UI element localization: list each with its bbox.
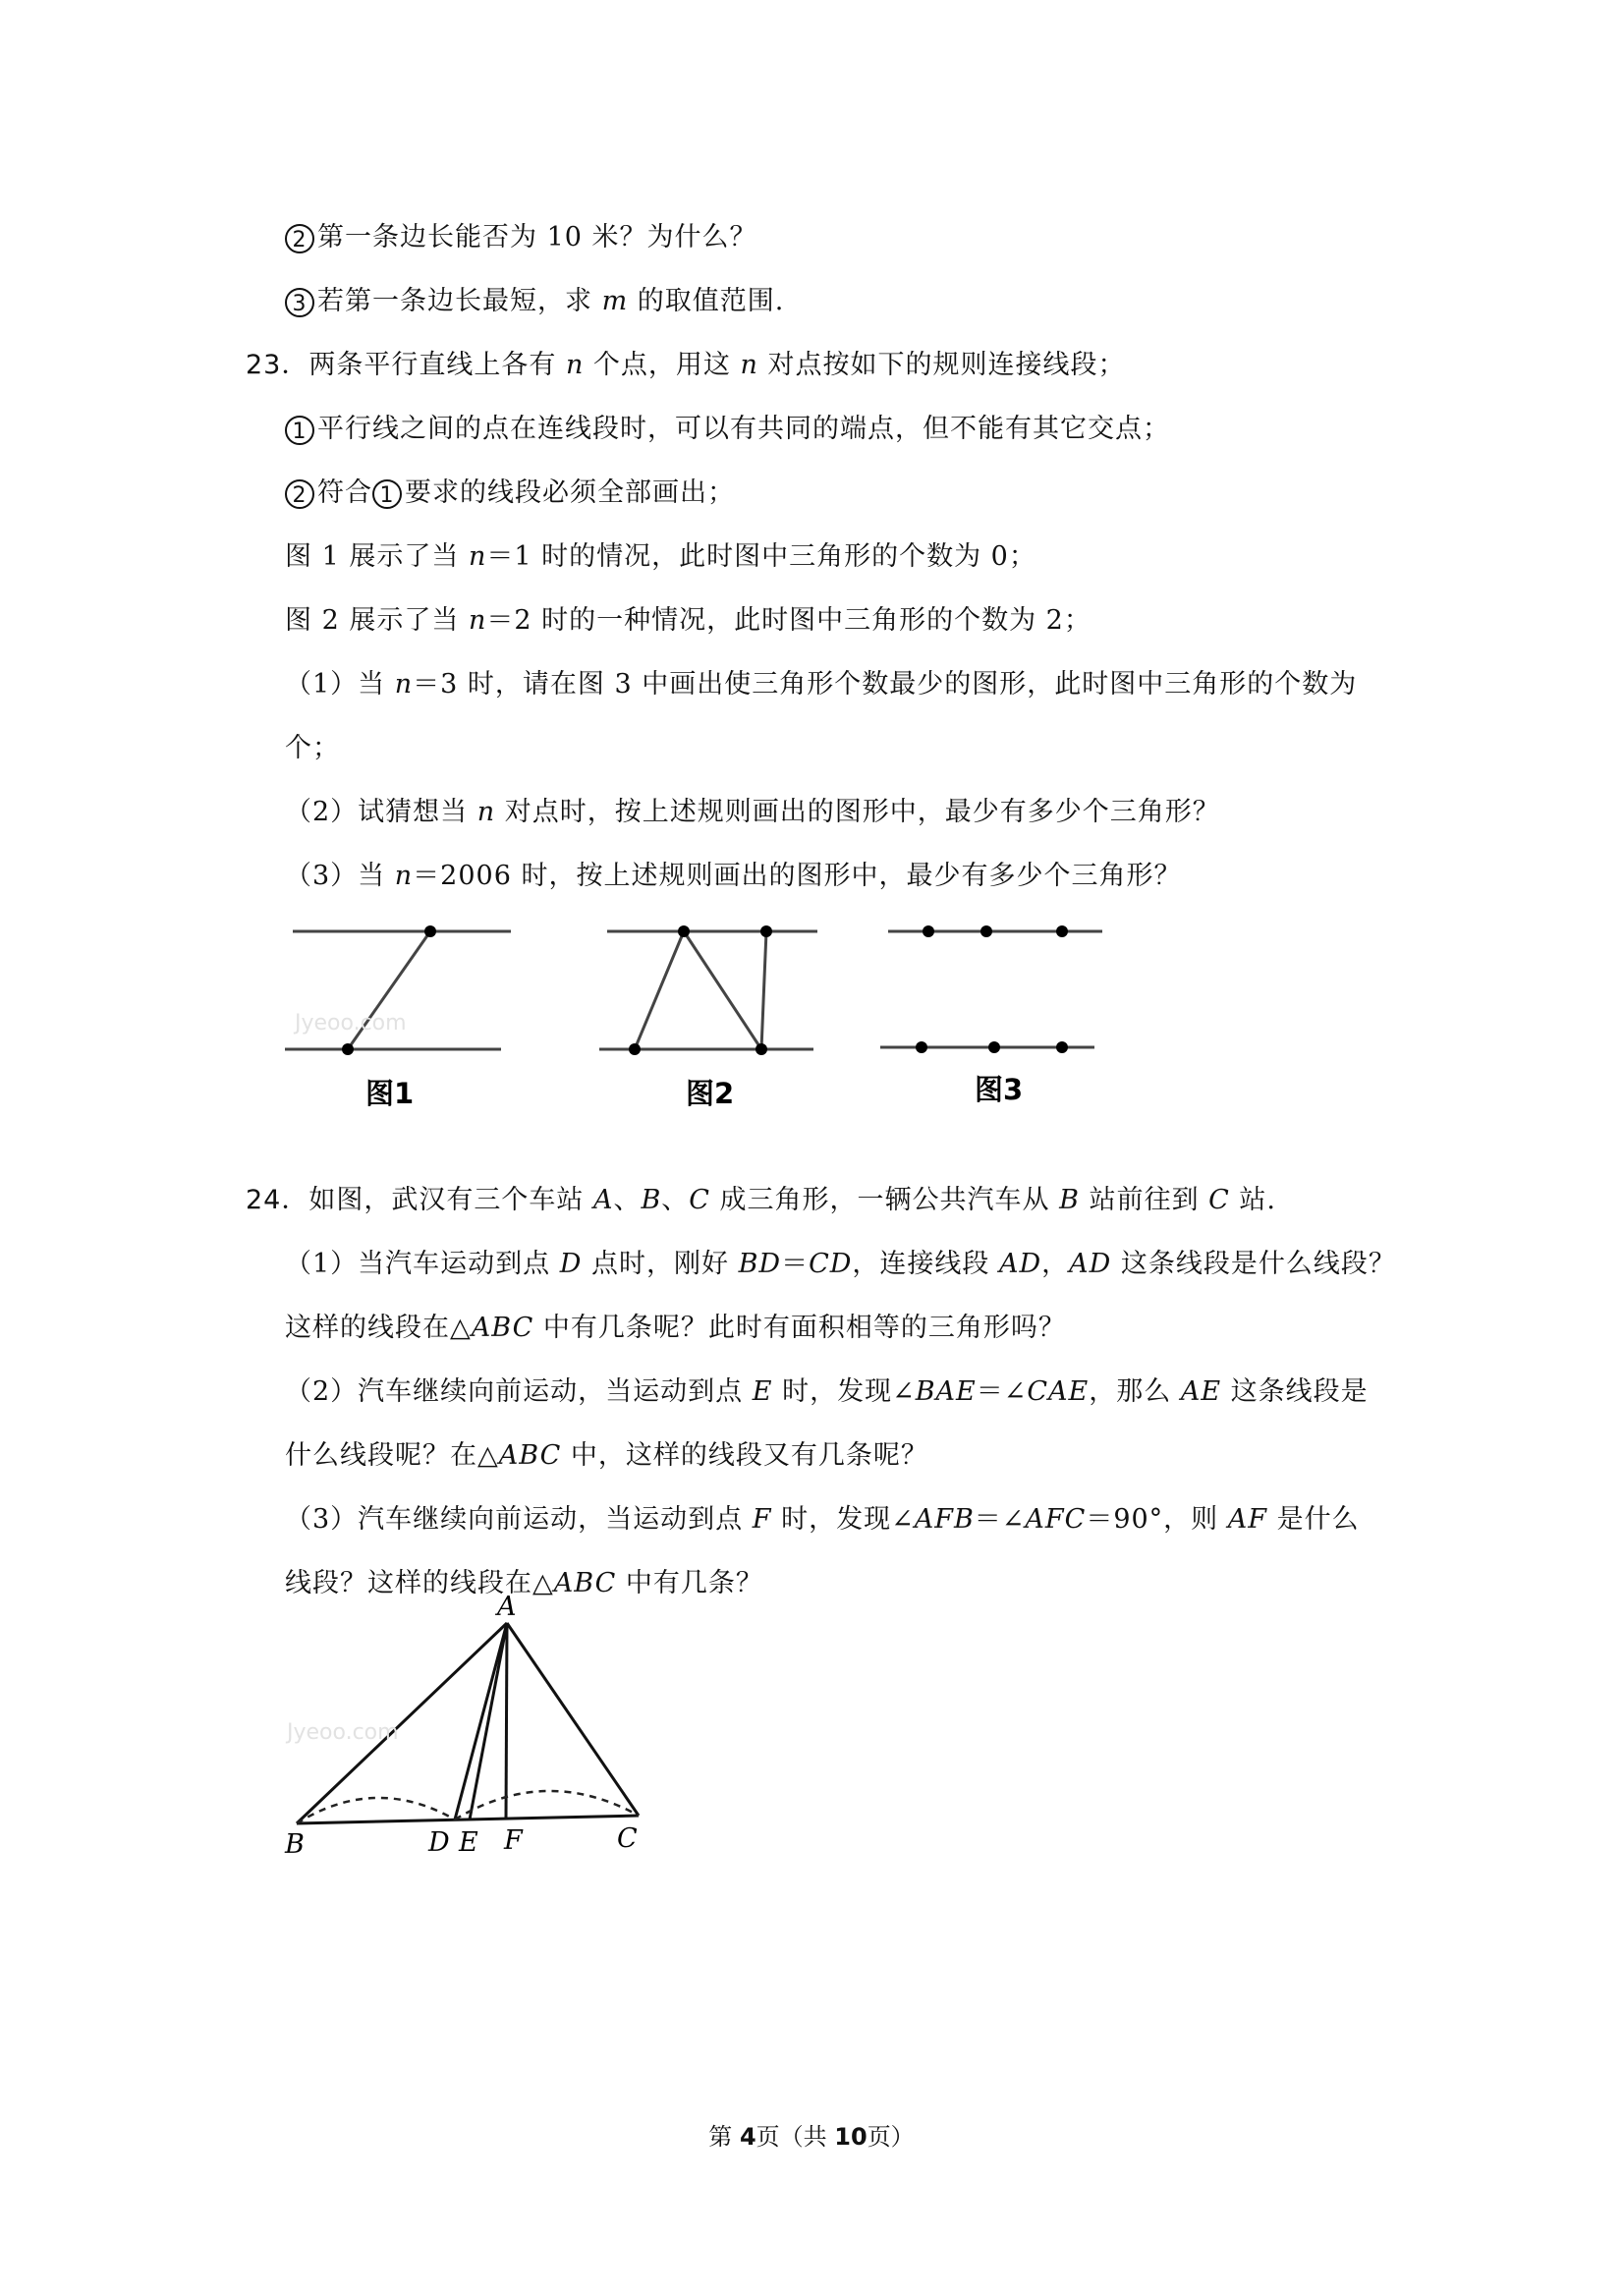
- page-footer: 第 4页（共 10页）: [708, 2123, 915, 2151]
- point: [760, 925, 772, 937]
- vertex-label-B: B: [285, 1829, 305, 1860]
- current-page: 4: [739, 2123, 756, 2151]
- point: [916, 1041, 927, 1053]
- q23-figure-3: [874, 904, 1130, 1120]
- q23-figure-2: [589, 904, 845, 1120]
- point: [342, 1043, 354, 1055]
- circled-number: 1: [372, 479, 402, 509]
- q23-fig1-desc: 图 1 展示了当 n＝1 时的情况，此时图中三角形的个数为 0；: [285, 541, 1036, 572]
- figure-caption: 图3: [975, 1073, 1024, 1106]
- watermark: Jyeoo.com: [287, 1720, 399, 1745]
- q24-part1-line2: 这样的线段在△ABC 中有几条呢？此时有面积相等的三角形吗？: [285, 1313, 1066, 1343]
- side-AC: [507, 1623, 639, 1816]
- point: [424, 925, 436, 937]
- connecting-segment: [761, 931, 766, 1049]
- point: [1056, 1041, 1068, 1053]
- point: [629, 1043, 641, 1055]
- connecting-segment: [635, 931, 684, 1049]
- vertex-label-A: A: [497, 1592, 517, 1622]
- watermark: Jyeoo.com: [295, 1011, 407, 1036]
- figure-caption: 图1: [365, 1077, 415, 1110]
- connecting-segment: [684, 931, 761, 1049]
- point: [1056, 925, 1068, 937]
- circled-number: 2: [285, 479, 314, 509]
- q23-part3: （3）当 n＝2006 时，按上述规则画出的图形中，最少有多少个三角形？: [285, 861, 1182, 891]
- q23-part2: （2）试猜想当 n 对点时，按上述规则画出的图形中，最少有多少个三角形？: [285, 797, 1220, 827]
- q23-figure-1: [275, 904, 531, 1120]
- q23-stem: 23．两条平行直线上各有 n 个点，用这 n 对点按如下的规则连接线段；: [246, 350, 1126, 380]
- segment-AD: [455, 1623, 507, 1820]
- q24-part2-line2: 什么线段呢？在△ABC 中，这样的线段又有几条呢？: [285, 1440, 928, 1471]
- point: [678, 925, 690, 937]
- circled-number: 3: [285, 288, 314, 317]
- point: [980, 925, 992, 937]
- circled-number: 1: [285, 416, 314, 445]
- circled-number: 2: [285, 224, 314, 253]
- q23-part1-cont: 个；: [285, 733, 340, 763]
- q24-part2-line1: （2）汽车继续向前运动，当运动到点 E 时，发现∠BAE＝∠CAE，那么 AE 这条线段是: [285, 1376, 1369, 1407]
- point-label-F: F: [504, 1825, 523, 1856]
- figure-caption: 图2: [686, 1077, 735, 1110]
- q23-part1: （1）当 n＝3 时，请在图 3 中画出使三角形个数最少的图形，此时图中三角形的个数为: [285, 669, 1358, 700]
- question-number: 24．: [246, 1185, 309, 1215]
- question-number: 23．: [246, 350, 309, 380]
- point: [988, 1041, 1000, 1053]
- q24-part3-line1: （3）汽车继续向前运动，当运动到点 F 时，发现∠AFB＝∠AFC＝90°，则 AF 是什么: [285, 1504, 1360, 1535]
- segment-AF: [506, 1623, 507, 1819]
- point-label-E: E: [459, 1827, 478, 1858]
- total-pages: 10: [834, 2123, 867, 2151]
- vertex-label-C: C: [617, 1823, 638, 1854]
- q24-part1-line1: （1）当汽车运动到点 D 点时，刚好 BD＝CD，连接线段 AD，AD 这条线段是什么线段？: [285, 1249, 1396, 1279]
- q23-fig2-desc: 图 2 展示了当 n＝2 时的一种情况，此时图中三角形的个数为 2；: [285, 605, 1091, 636]
- q23-rule1: 1 平行线之间的点在连线段时，可以有共同的端点，但不能有其它交点；: [285, 407, 1170, 445]
- point-label-D: D: [428, 1827, 450, 1858]
- side-BC: [297, 1816, 639, 1823]
- q24-triangle-figure: [275, 1582, 668, 1876]
- q22-item2: 2 第一条边长能否为 10 米？为什么？: [285, 215, 757, 253]
- q24-stem: 24．如图，武汉有三个车站 A、B、C 成三角形，一辆公共汽车从 B 站前往到 C 站.: [246, 1185, 1276, 1215]
- point: [923, 925, 934, 937]
- q22-item3: 3 若第一条边长最短，求 m 的取值范围.: [285, 279, 784, 317]
- point: [756, 1043, 767, 1055]
- q23-rule2: 2 符合 1 要求的线段必须全部画出；: [285, 471, 735, 509]
- q24-part3-line2: 线段？这样的线段在△ABC 中有几条？: [285, 1568, 763, 1598]
